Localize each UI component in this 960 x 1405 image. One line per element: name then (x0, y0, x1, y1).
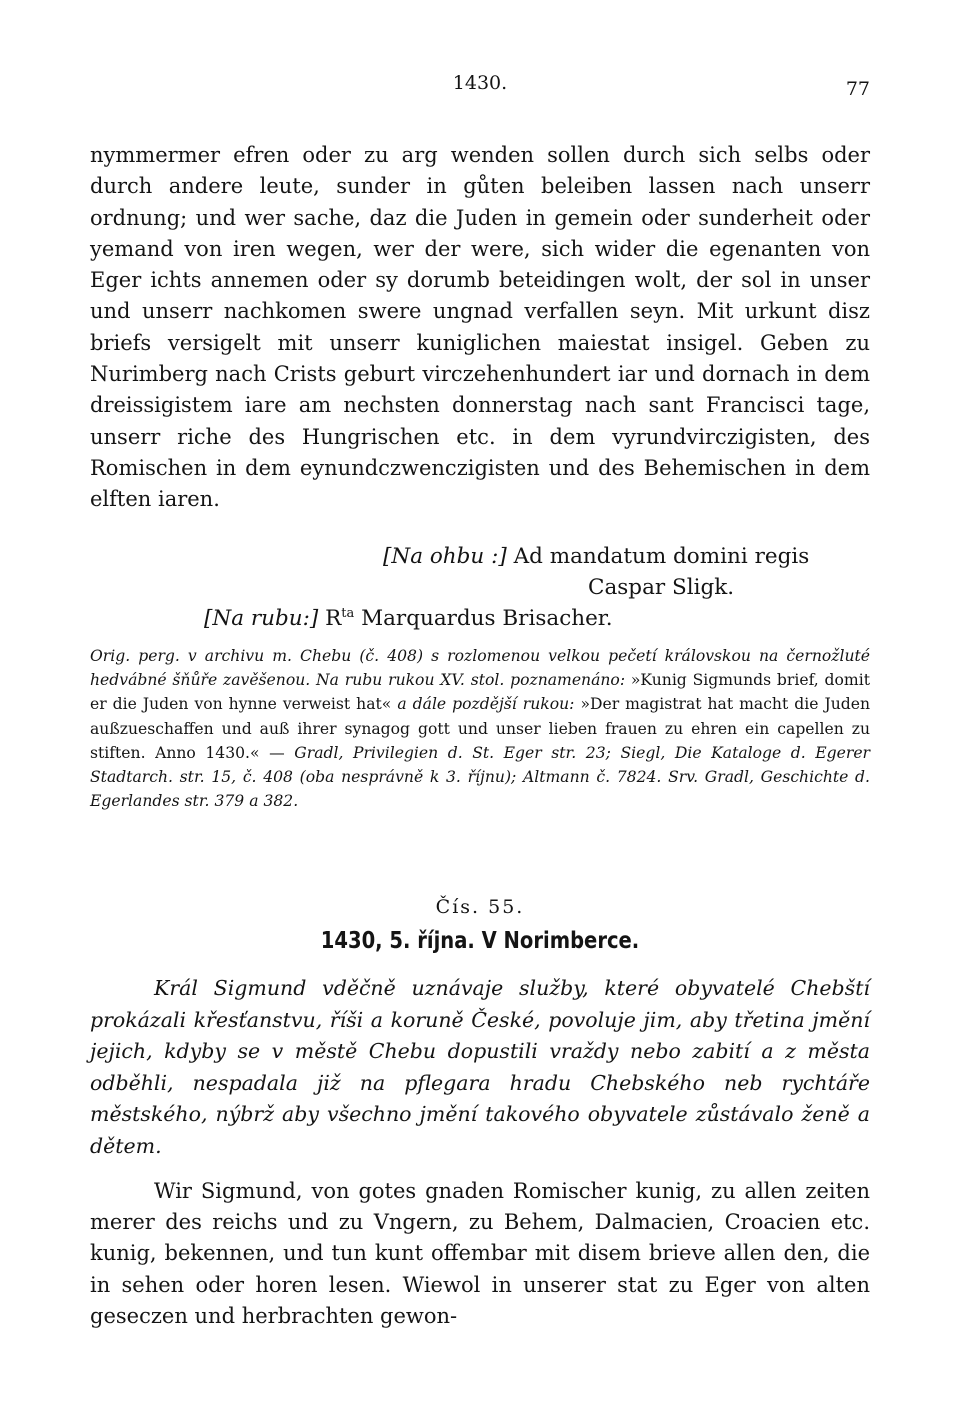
recto-text: Marquardus Brisacher. (361, 606, 613, 632)
signer-name: Caspar Sligk. (588, 575, 735, 600)
note-quote-2: »Der magistrat hat macht die Juden außzueschaffen und auß ihrer synagog gott und unser lieben frauen zu ehren ein capellen zu stiften. Anno 1430.« — (90, 695, 870, 762)
document-heading: 1430, 5. října. V Norimberce. (320, 928, 640, 954)
charter-paragraph: Wir Sigmund, von gotes gnaden Romischer kunig, zu allen zeiten merer des reichs und zu Vngern, zu Behem, Dalmacien, Croacien etc. kunig, bekennen, und tun kunt offembar mit disem brieve allen den, die in sehen oder horen lesen. Wiewol in unserer stat zu Eger von alten geseczen und herbrachten gewon- (90, 1179, 870, 1328)
running-head (90, 72, 870, 102)
charter-text-block (90, 1176, 870, 1332)
recto-abbrev-superscript: ta (341, 606, 355, 621)
archival-note (90, 644, 870, 813)
attestation-recto (204, 606, 613, 631)
attestation-signer (588, 575, 734, 600)
verso-text: Ad mandatum domini regis (513, 544, 810, 569)
page-number: 77 (845, 78, 870, 100)
regest-block (90, 973, 870, 1163)
main-paragraph: nymmermer efren oder zu arg wenden sollen durch sich selbs oder durch andere leute, sunder in gůten beleiben lassen nach unserr ordnung; und wer sache, daz die Juden in gemein oder sunderheit oder yemand von iren wegen, wer der were, sich wider die egenanten von Eger ichts annemen oder sy dorumb beteidingen wolt, der sol in unser und unserr nachkomen swere ungnad verfallen seyn. Mit urkunt disz briefs versigelt mit unserr kuniglichen maiestat insigel. Geben zu Nurimberg nach Crists geburt virczehenhundert iar und dornach in dem dreissigistem iare am nechsten donnerstag nach sant Francisci tage, unserr riche des Hungrischen etc. in dem vyrundvirczigisten, des Romischen in dem eynundczwenczigisten und des Behemischen in dem elften iaren. (90, 143, 870, 512)
document-number: Čís. 55. (435, 896, 525, 918)
note-quote-1: »Kunig Sigmunds brief, domit er die Juden von hynne verweist hat« (90, 671, 870, 714)
regest-paragraph: Král Sigmund vděčně uznávaje služby, které obyvatelé Chebští prokázali křesťanstvu, říši a koruně České, povoluje jim, aby třetina jmění jejich, kdyby se v městě Chebu dopustili vraždy nebo zabití a z města odběhli, nespadala již na pflegara hradu Chebského neb rychtáře městského, nýbrž aby všechno jmění takového obyvatele zůstávalo ženě a dětem. (90, 976, 870, 1158)
note-later-hand: a dále pozdější rukou: (397, 695, 575, 714)
note-source: Orig. perg. v archivu m. Chebu (č. 408) s rozlomenou velkou pečetí královskou na černožluté hedvábné šňůře zavěšenou. Na rubu rukou XV. stol. poznamenáno: (90, 647, 870, 690)
verso-label: [Na ohbu :] (383, 544, 507, 569)
running-head-year: 1430. (452, 72, 508, 94)
attestation-verso (383, 544, 809, 569)
recto-label: [Na rubu:] (204, 606, 319, 632)
recto-abbrev: R (325, 606, 342, 632)
main-text-block (90, 140, 870, 516)
note-paragraph (90, 644, 870, 813)
note-literature: Gradl, Privilegien d. St. Eger str. 23; Siegl, Die Kataloge d. Egerer Stadtarch. str. 15, č. 408 (oba nesprávně k 3. říjnu); Altmann č. 7824. Srv. Gradl, Geschichte d. Egerlandes str. 379 a 382. (90, 743, 871, 811)
